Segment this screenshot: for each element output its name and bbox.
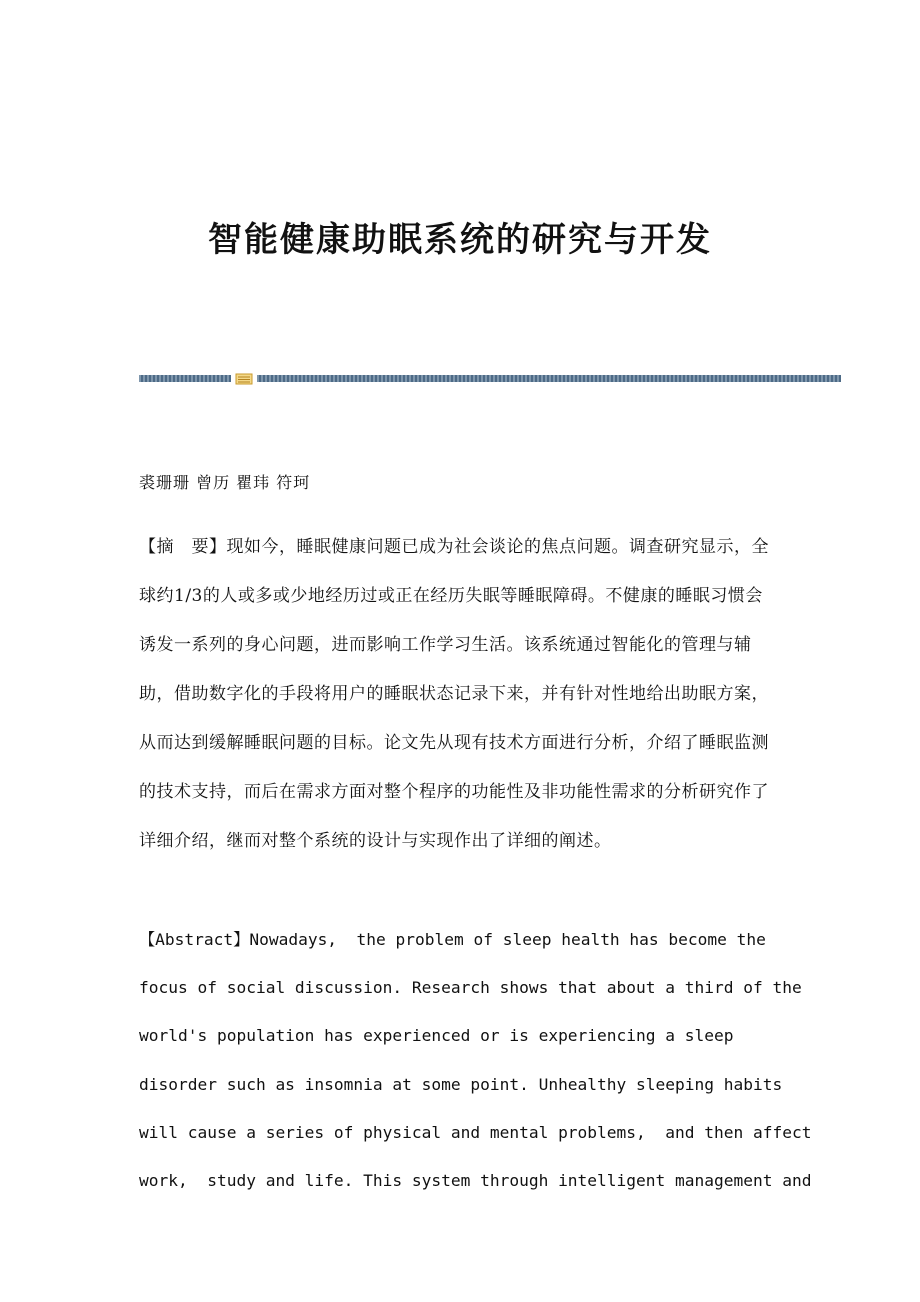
divider-bar-left [139, 375, 231, 382]
abstract-english [139, 916, 812, 1205]
title-divider [139, 374, 841, 384]
divider-bar-right [257, 375, 841, 382]
abstract-en-line: work, study and life. This system through intelligent management and [139, 1171, 812, 1191]
abstract-en-line: world's population has experienced or is experiencing a sleep [139, 1026, 734, 1046]
abstract-cn-label: 【摘 要】 [139, 537, 227, 557]
abstract-en-line: 【Abstract】Nowadays, the problem of sleep health has become the [139, 930, 766, 949]
divider-ornament-icon [235, 373, 253, 385]
abstract-en-line: will cause a series of physical and mental problems, and then affect [139, 1122, 812, 1142]
paper-title: 智能健康助眠系统的研究与开发 [208, 220, 712, 260]
author-list: 裘珊珊 曾历 瞿玮 符珂 [139, 473, 311, 492]
abstract-en-line: disorder such as insomnia at some point. Unhealthy sleeping habits [139, 1074, 783, 1094]
abstract-en-line: focus of social discussion. Research shows that about a third of the [139, 978, 802, 998]
abstract-chinese [139, 523, 775, 866]
abstract-cn-text: 现如今，睡眠健康问题已成为社会谈论的焦点问题。调查研究显示，全球约1/3的人或多或少地经历过或正在经历失眠等睡眠障碍。不健康的睡眠习惯会诱发一系列的身心问题，进而影响工作学习生活。该系统通过智能化的管理与辅助，借助数字化的手段将用户的睡眠状态记录下来，并有针对性地给出助眠方案，从而达到缓解睡眠问题的目标。论文先从现有技术方面进行分析，介绍了睡眠监测的技术支持，而后在需求方面对整个程序的功能性及非功能性需求的分析研究作了详细介绍，继而对整个系统的设计与实现作出了详细的阐述。 [139, 537, 769, 851]
abstract-en-label: 【Abstract】 [139, 930, 250, 949]
